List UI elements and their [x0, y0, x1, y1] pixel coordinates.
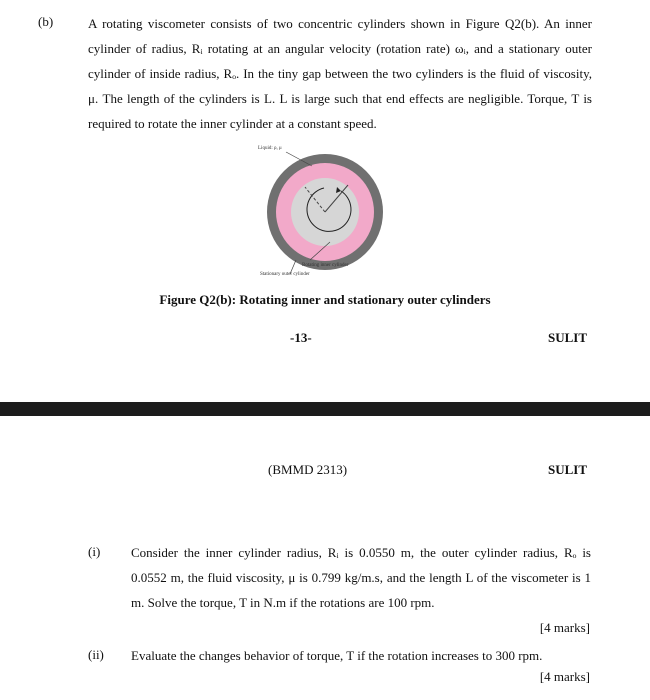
viscometer-diagram: [240, 142, 440, 284]
question-label: (b): [38, 14, 54, 29]
part-ii-marks: [4 marks]: [539, 669, 590, 684]
part-ii-text: Evaluate the changes behavior of torque, T if the rotation increases to 300 rpm.: [131, 648, 543, 663]
part-i-label: (i): [88, 544, 101, 559]
part-ii-label: (ii): [88, 647, 104, 662]
course-code: (BMMD 2313): [268, 462, 348, 477]
part-i-marks: [4 marks]: [539, 620, 590, 635]
part-i-text: Consider the inner cylinder radius, Rᵢ is 0.0550 m, the outer cylinder radius, Rₒ is 0.0552 m, the fluid viscosity, μ is 0.799 kg/m.s, and the length L of the viscometer is 1 m. Solve the torque, T in N.m if the rotations are 100 rpm.: [131, 545, 591, 610]
question-paragraph: A rotating viscometer consists of two concentric cylinders shown in Figure Q2(b). An inner cylinder of radius, Rᵢ rotating at an angular velocity (rotation rate) ωᵢ, and a stationary outer cylinder of inside radius, Rₒ. In the tiny gap between the two cylinders is the fluid of viscosity, μ. The length of the cylinders is L. L is large such that end effects are negligible. Torque, T is required to rotate the inner cylinder at a constant speed.: [88, 16, 592, 131]
viscometer-figure: [240, 142, 440, 284]
figure-caption: Figure Q2(b): Rotating inner and stationary outer cylinders: [159, 292, 491, 307]
sulit-footer: SULIT: [548, 330, 588, 345]
rotating-label: Rotating inner cylinder: [302, 263, 349, 268]
page-number: -13-: [290, 330, 312, 345]
page-divider: [0, 402, 650, 416]
stationary-label: Stationary outer cylinder: [260, 272, 310, 277]
sulit-header: SULIT: [548, 462, 588, 477]
liquid-label: Liquid: ρ, μ: [258, 146, 282, 151]
